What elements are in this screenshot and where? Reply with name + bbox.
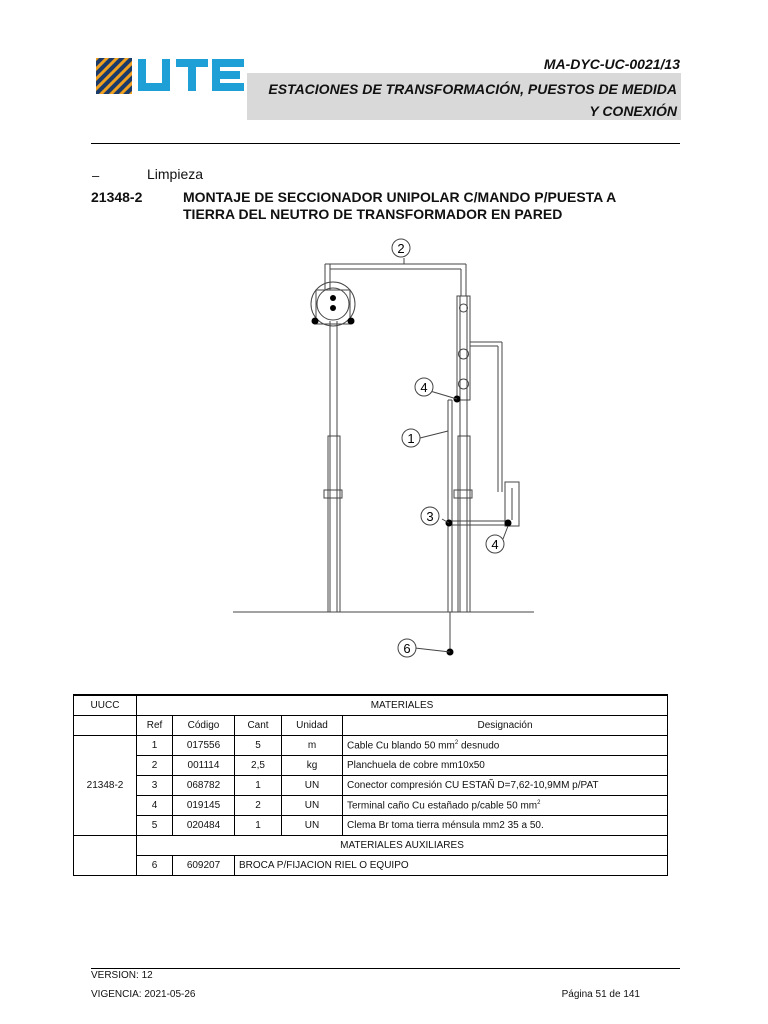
table-row — [74, 736, 668, 756]
cell-codigo: 001114 — [173, 756, 235, 776]
cell-ref: 4 — [137, 796, 173, 816]
cell-codigo: 609207 — [173, 856, 235, 876]
cell-cant: 5 — [235, 736, 282, 756]
column-header-codigo: Código — [173, 716, 235, 736]
page-number: Página 51 de 141 — [561, 989, 640, 1000]
ute-logo-graphic — [96, 57, 246, 95]
document-code: MA-DYC-UC-0021/13 — [543, 56, 680, 72]
cell-unidad: UN — [282, 796, 343, 816]
cell-designacion: Clema Br toma tierra ménsula mm2 35 a 50. — [343, 816, 668, 836]
column-header-cant: Cant — [235, 716, 282, 736]
ute-logo — [96, 57, 246, 95]
uucc-value: 21348-2 — [74, 736, 137, 836]
cell-cant: 2 — [235, 796, 282, 816]
cell-ref: 6 — [137, 856, 173, 876]
column-header-unidad: Unidad — [282, 716, 343, 736]
cell-designacion: Conector compresión CU ESTAÑ D=7,62-10,9MM p/PAT — [343, 776, 668, 796]
aux-materials-header: MATERIALES AUXILIARES — [137, 836, 668, 856]
uucc-empty-cell — [74, 716, 137, 736]
uc-title: MONTAJE DE SECCIONADOR UNIPOLAR C/MANDO P/PUESTA A TIERRA DEL NEUTRO DE TRANSFORMADOR EN PARED — [183, 189, 616, 222]
cell-ref: 2 — [137, 756, 173, 776]
cell-cant: 2,5 — [235, 756, 282, 776]
callout-label: 3 — [426, 509, 434, 524]
uc-code: 21348-2 — [91, 189, 143, 205]
footer-vigencia: VIGENCIA: 2021-05-26 — [91, 989, 196, 1000]
cell-codigo: 017556 — [173, 736, 235, 756]
cell-designacion: Terminal caño Cu estañado p/cable 50 $mm^2$ — [343, 796, 668, 816]
column-header-designacion: Designación — [343, 716, 668, 736]
document-title-box — [247, 73, 681, 120]
cell-codigo: 019145 — [173, 796, 235, 816]
cell-designacion: BROCA P/FIJACION RIEL O EQUIPO — [235, 856, 668, 876]
bullet-item-limpieza: Limpieza — [147, 166, 204, 182]
materials-table — [73, 694, 668, 876]
footer-version: VERSION: 12 — [91, 970, 153, 981]
table-row — [74, 776, 668, 796]
cell-cant: 1 — [235, 816, 282, 836]
callout-label: 1 — [407, 431, 415, 446]
table-row — [74, 816, 668, 836]
materials-header: MATERIALES — [137, 695, 668, 716]
cell-ref: 3 — [137, 776, 173, 796]
technical-drawing-svg — [230, 236, 540, 676]
column-header-ref: Ref — [137, 716, 173, 736]
callout-label: 2 — [397, 241, 405, 256]
technical-drawing — [230, 236, 540, 676]
cell-ref: 5 — [137, 816, 173, 836]
table-row — [74, 856, 668, 876]
document-title-line-1: ESTACIONES DE TRANSFORMACIÓN, PUESTOS DE MEDIDA — [268, 81, 677, 97]
table-row — [74, 756, 668, 776]
callout-label: 4 — [420, 380, 428, 395]
callout-label: 6 — [403, 641, 411, 656]
cell-codigo: 068782 — [173, 776, 235, 796]
bullet-dash: – — [92, 168, 100, 183]
callout-label: 4 — [491, 537, 499, 552]
aux-empty-cell — [74, 836, 137, 876]
footer-divider — [91, 968, 680, 969]
cell-ref: 1 — [137, 736, 173, 756]
table-row — [74, 796, 668, 816]
cell-designacion: Planchuela de cobre mm10x50 — [343, 756, 668, 776]
cell-unidad: m — [282, 736, 343, 756]
header-divider — [91, 143, 680, 144]
uucc-header: UUCC — [74, 695, 137, 716]
cell-unidad: kg — [282, 756, 343, 776]
cell-unidad: UN — [282, 776, 343, 796]
document-title-line-2: Y CONEXIÓN — [589, 103, 677, 119]
cell-cant: 1 — [235, 776, 282, 796]
cell-designacion: Cable Cu blando 50 $mm^2$ desnudo — [343, 736, 668, 756]
cell-unidad: UN — [282, 816, 343, 836]
cell-codigo: 020484 — [173, 816, 235, 836]
